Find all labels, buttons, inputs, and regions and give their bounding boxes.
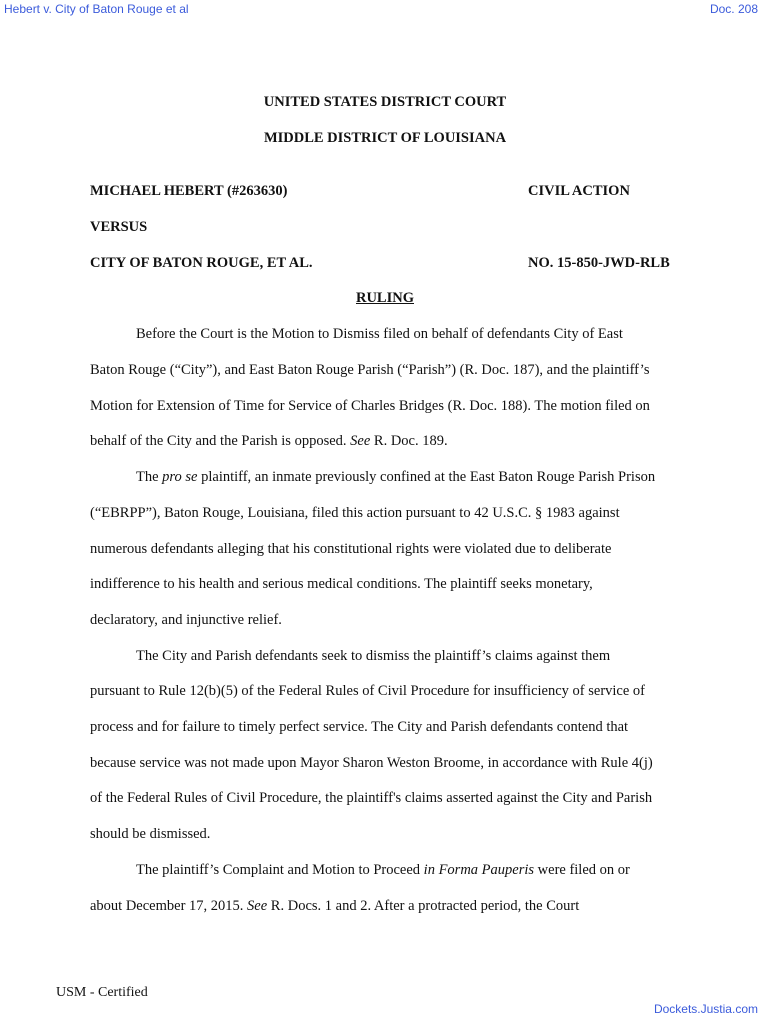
body-text: plaintiff, an inmate previously confined at the East Baton Rouge Parish Prison — [197, 469, 656, 485]
justia-dockets-link[interactable]: Dockets.Justia.com — [653, 1002, 758, 1016]
body-line: process and for failure to timely perfect service. The City and Parish defendants contend that — [90, 719, 629, 735]
ruling-title-text: RULING — [355, 290, 414, 306]
body-text: were filed on or — [534, 862, 630, 878]
case-title-link[interactable]: Hebert v. City of Baton Rouge et al — [4, 2, 189, 16]
body-line: The City and Parish defendants seek to dismiss the plaintiff’s claims against them — [136, 648, 611, 664]
body-line: numerous defendants alleging that his constitutional rights were violated due to deliberate — [90, 541, 612, 557]
body-text: The plaintiff’s Complaint and Motion to Proceed — [136, 862, 424, 878]
body-text: The — [136, 469, 163, 485]
italic-term: in Forma Pauperis — [423, 862, 535, 878]
certification-stamp: USM - Certified — [56, 985, 148, 1000]
body-text: behalf of the City and the Parish is opposed. — [90, 433, 351, 449]
case-number: NO. 15-850-JWD-RLB — [528, 255, 670, 271]
body-line: declaratory, and injunctive relief. — [90, 612, 282, 628]
plaintiff-name: MICHAEL HEBERT (#263630) — [90, 183, 288, 199]
ruling-title — [0, 290, 770, 307]
body-text: R. Doc. 189. — [370, 433, 448, 449]
body-line: Before the Court is the Motion to Dismiss filed on behalf of defendants City of East — [136, 326, 623, 342]
body-text: about December 17, 2015. — [90, 898, 248, 914]
body-line — [90, 898, 579, 915]
citation-signal: See — [247, 898, 268, 914]
italic-term: pro se — [162, 469, 198, 485]
document-number-link[interactable]: Doc. 208 — [709, 2, 758, 16]
body-line: indifference to his health and serious medical conditions. The plaintiff seeks monetary, — [90, 576, 593, 592]
body-line — [136, 862, 630, 879]
citation-signal: See — [350, 433, 371, 449]
court-district: MIDDLE DISTRICT OF LOUISIANA — [263, 130, 507, 146]
body-line: should be dismissed. — [90, 826, 211, 842]
versus-label: VERSUS — [90, 219, 148, 235]
defendant-name: CITY OF BATON ROUGE, ET AL. — [90, 255, 313, 271]
body-line — [136, 469, 655, 486]
court-name: UNITED STATES DISTRICT COURT — [263, 94, 507, 110]
body-line: Baton Rouge (“City”), and East Baton Rouge Parish (“Parish”) (R. Doc. 187), and the plaintiff’s — [90, 362, 650, 378]
body-line: of the Federal Rules of Civil Procedure, the plaintiff's claims asserted against the City and Parish — [90, 790, 653, 806]
body-line: pursuant to Rule 12(b)(5) of the Federal Rules of Civil Procedure for insufficiency of service of — [90, 683, 646, 699]
body-text: R. Docs. 1 and 2. After a protracted period, the Court — [267, 898, 580, 914]
civil-action-label: CIVIL ACTION — [528, 183, 630, 199]
body-line: because service was not made upon Mayor Sharon Weston Broome, in accordance with Rule 4(j) — [90, 755, 653, 771]
body-line: (“EBRPP”), Baton Rouge, Louisiana, filed this action pursuant to 42 U.S.C. § 1983 against — [90, 505, 620, 521]
body-line: Motion for Extension of Time for Service of Charles Bridges (R. Doc. 188). The motion filed on — [90, 398, 650, 414]
body-line — [90, 433, 448, 450]
